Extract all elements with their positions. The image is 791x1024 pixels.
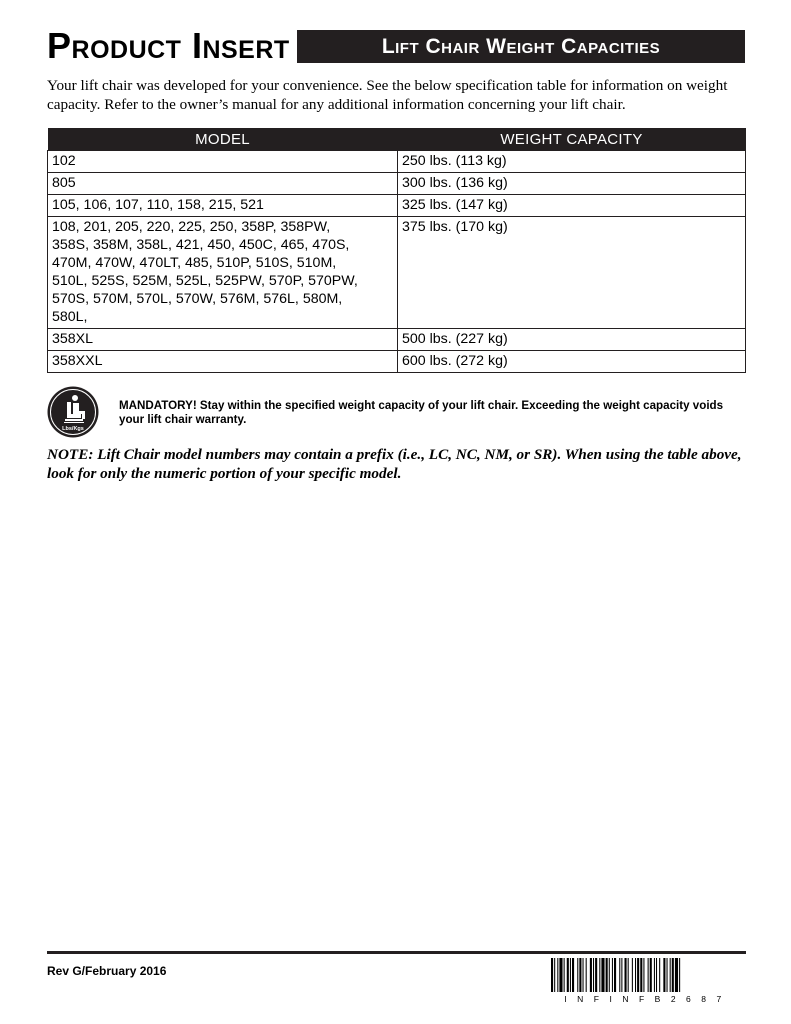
note-paragraph: NOTE: Lift Chair model numbers may contain a prefix (i.e., LC, NC, NM, or SR). When using the table above, look for only the numeric portion of your specific model. [47,446,742,482]
table-row [48,195,746,217]
model-line: 358S, 358M, 358L, 421, 450, 450C, 465, 470S, [52,237,350,253]
barcode-bar [648,958,649,992]
barcode-bar [640,958,642,992]
model-cell: 358XL [48,329,398,351]
barcode-bar [625,958,627,992]
warning-text: MANDATORY! Stay within the specified weight capacity of your lift chair. Exceeding the weight capacity voids your lift chair warranty. [119,399,724,426]
barcode-bar [667,958,668,992]
model-line: 470M, 470W, 470LT, 485, 510P, 510S, 510M, [52,255,337,271]
header [47,27,745,65]
barcode-bar [570,958,571,992]
column-header-model: MODEL [48,128,398,151]
capacity-cell: 500 lbs. (227 kg) [398,329,746,351]
barcode-number: INFINFB2687 [564,994,732,1004]
capacity-cell: 600 lbs. (272 kg) [398,351,746,373]
barcode-bar [670,958,671,992]
barcode-bar [632,958,633,992]
model-line: 570S, 570M, 570L, 570W, 576M, 576L, 580M, [52,291,343,307]
model-line: 580L, [52,309,88,325]
capacity-cell: 375 lbs. (170 kg) [398,217,746,329]
barcode-bar [637,958,639,992]
table-row [48,329,746,351]
model-line: 108, 201, 205, 220, 225, 250, 358P, 358PW, [52,219,331,235]
barcode-bar [612,958,613,992]
barcode-bar [619,958,620,992]
barcode-bar [628,958,629,992]
mandatory-warning [47,386,746,438]
barcode-bar [599,958,600,992]
barcode-bar [593,958,594,992]
barcode-bar [635,958,636,992]
barcode-bar [572,958,574,992]
column-header-capacity: WEIGHT CAPACITY [398,128,746,151]
capacity-cell: 250 lbs. (113 kg) [398,151,746,173]
icon-unit-label: Lbs/Kgs [62,426,84,432]
barcode [551,958,745,992]
weight-capacity-table [47,128,746,373]
barcode-bar [675,958,678,992]
capacity-cell: 325 lbs. (147 kg) [398,195,746,217]
barcode-bar [609,958,610,992]
barcode-bar [595,958,597,992]
barcode-bar [679,958,680,992]
section-banner: Lift Chair Weight Capacities [297,30,745,63]
intro-paragraph: Your lift chair was developed for your convenience. See the below specification table for information on weight capacity. Refer to the owner’s manual for any additional information concerning your lift chair. [47,77,728,113]
barcode-bar [577,958,578,992]
footer-rule [47,951,746,954]
page-title: Product Insert [47,25,290,66]
barcode-bar [554,958,555,992]
barcode-bar [672,958,674,992]
barcode-bar [621,958,622,992]
table-row [48,217,746,329]
barcode-bar [559,958,562,992]
barcode-bar [590,958,592,992]
barcode-bar [643,958,644,992]
barcode-bar [601,958,604,992]
table-row [48,151,746,173]
barcode-bar [606,958,608,992]
revision-label: Rev G/February 2016 [47,964,167,978]
table-row [48,173,746,195]
barcode-bar [656,958,657,992]
model-cell: 805 [48,173,398,195]
model-cell: 105, 106, 107, 110, 158, 215, 521 [48,195,398,217]
barcode-bar [663,958,665,992]
barcode-bar [551,958,553,992]
barcode-bar [567,958,569,992]
barcode-bar [614,958,616,992]
model-cell [48,217,398,329]
barcode-bar [659,958,660,992]
barcode-bar [586,958,587,992]
barcode-bar [650,958,652,992]
barcode-bar [564,958,565,992]
model-cell: 358XXL [48,351,398,373]
barcode-bar [579,958,581,992]
barcode-bar [583,958,584,992]
table-row [48,351,746,373]
model-line: 510L, 525S, 525M, 525L, 525PW, 570P, 570PW, [52,273,358,289]
model-cell: 102 [48,151,398,173]
lift-chair-weight-limit-icon [47,386,99,438]
barcode-bar [654,958,655,992]
barcode-bar [557,958,558,992]
capacity-cell: 300 lbs. (136 kg) [398,173,746,195]
table-header-row [48,128,746,151]
